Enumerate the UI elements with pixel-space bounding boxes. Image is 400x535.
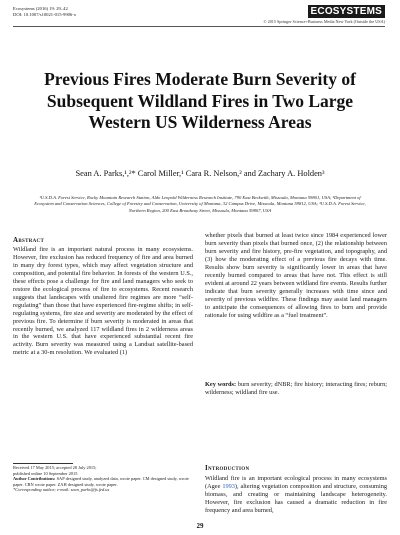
intro-text-b: ), altering vegetation composition and structure, consuming biomass, and creating or maintaining landscape heterogeneity. However, fire exclusion has caused a dramatic reduction in fire frequency and area burned, (205, 482, 387, 514)
header-divider (13, 26, 385, 27)
author-list: Sean A. Parks,¹,²* Carol Miller,¹ Cara R. Nelson,² and Zachary A. Holden³ (75, 169, 325, 178)
contributions-text: SAP designed study, analyzed data, wrote paper. CM designed study, wrote paper. CRN wrote paper. ZAH designed study, wrote paper. (13, 476, 189, 487)
abstract-heading: Abstract (13, 236, 45, 244)
page-number: 29 (196, 522, 204, 530)
doi-line: DOI: 10.1007/s10021-015-9906-x (13, 12, 77, 17)
author-contributions (13, 476, 193, 487)
introduction-section (205, 464, 387, 515)
abstract-left-column: Wildland fire is an important natural process in many ecosystems. However, fire exclusion has reduced frequency of fire and area burned in many dry forest types, which may affect vegetation structure and composition, and potential fire behavior. In forests of the western U.S., these effects pose a challenge for fire and land managers who seek to restore the ecological process of fire to ecosystems. Recent research suggests that landscapes with unaltered fire regimes are more “self-regulating” than those that have experienced fire-regime shifts; in self-regulating systems, fire size and severity are moderated by the effect of previous fire. To determine if burn severity is moderated in areas that recently burned, we analyzed 117 wildland fires in 2 wilderness areas in the western U.S. that have experienced substantial recent fire activity. Burn severity was measured using a Landsat satellite-based metric at a 30-m resolution. We evaluated (1) (13, 246, 193, 357)
corresponding-text: *Corresponding author; e-mail: sean_parks@fs.fed.us (13, 487, 110, 493)
intro-text-a: Wildland fire is an important ecological process in many ecosystems (Agee (205, 475, 387, 490)
keywords-label: Key words: (205, 381, 237, 388)
journal-line: Ecosystems (2016) 19: 29–42 (13, 6, 68, 11)
footnote-divider (13, 463, 73, 464)
introduction-heading: Introduction (205, 464, 250, 472)
abstract-right-column: whether pixels that burned at least twice since 1984 experienced lower burn severity than pixels that burned once, (2) the relationship between burn severity and fire history, pre-fire vegetation, and topography, and (3) how the moderating effect of a previous fire decays with time. Results show burn severity is significantly lower in areas that have recently burned compared to areas that have not. This effect is still evident at around 22 years between wildland fire events. Results further indicate that burn severity generally increases with time since and severity of previous wildfire. These findings may assist land managers to anticipate the consequences of allowing fires to burn and provide rationale for using wildfire as a “fuel treatment”. (205, 232, 387, 319)
keywords-text: burn severity; dNBR; fire history; interacting fires; reburn; wilderness; wildland fire use. (205, 381, 387, 396)
affiliations: ¹U.S.D.A. Forest Service, Rocky Mountain Research Station, Aldo Leopold Wilderness Research Institute, 790 East Beckwith, Missoula, Montana 59801, USA; ²Department of Ecosystem and Conservation Sciences, College of Forestry and Conservation, University of Montana, 32 Campus Drive, Missoula, Montana 59812, USA; ³U.S.D.A. Forest Service, Northern Region, 200 East Broadway Street, Missoula, Montana 59807, USA (34, 195, 366, 213)
copyright-notice: © 2015 Springer Science+Business Media New York (Outside the USA) (263, 19, 385, 24)
footnotes (13, 465, 193, 493)
keywords (205, 381, 387, 397)
received-date: Received 17 May 2015; accepted 28 July 2015; (13, 465, 97, 470)
published-date: published online 10 September 2015 (13, 470, 78, 476)
corresponding-author (13, 487, 193, 493)
citation-link[interactable]: 1993 (222, 482, 235, 490)
journal-logo: ECOSYSTEMS (308, 5, 385, 18)
introduction-text (205, 475, 387, 515)
journal-citation (13, 6, 76, 18)
contributions-label: Author Contributions: (13, 476, 56, 482)
article-title: Previous Fires Moderate Burn Severity of Subsequent Wildland Fires in Two Large Western US Wilderness Areas (44, 69, 356, 132)
